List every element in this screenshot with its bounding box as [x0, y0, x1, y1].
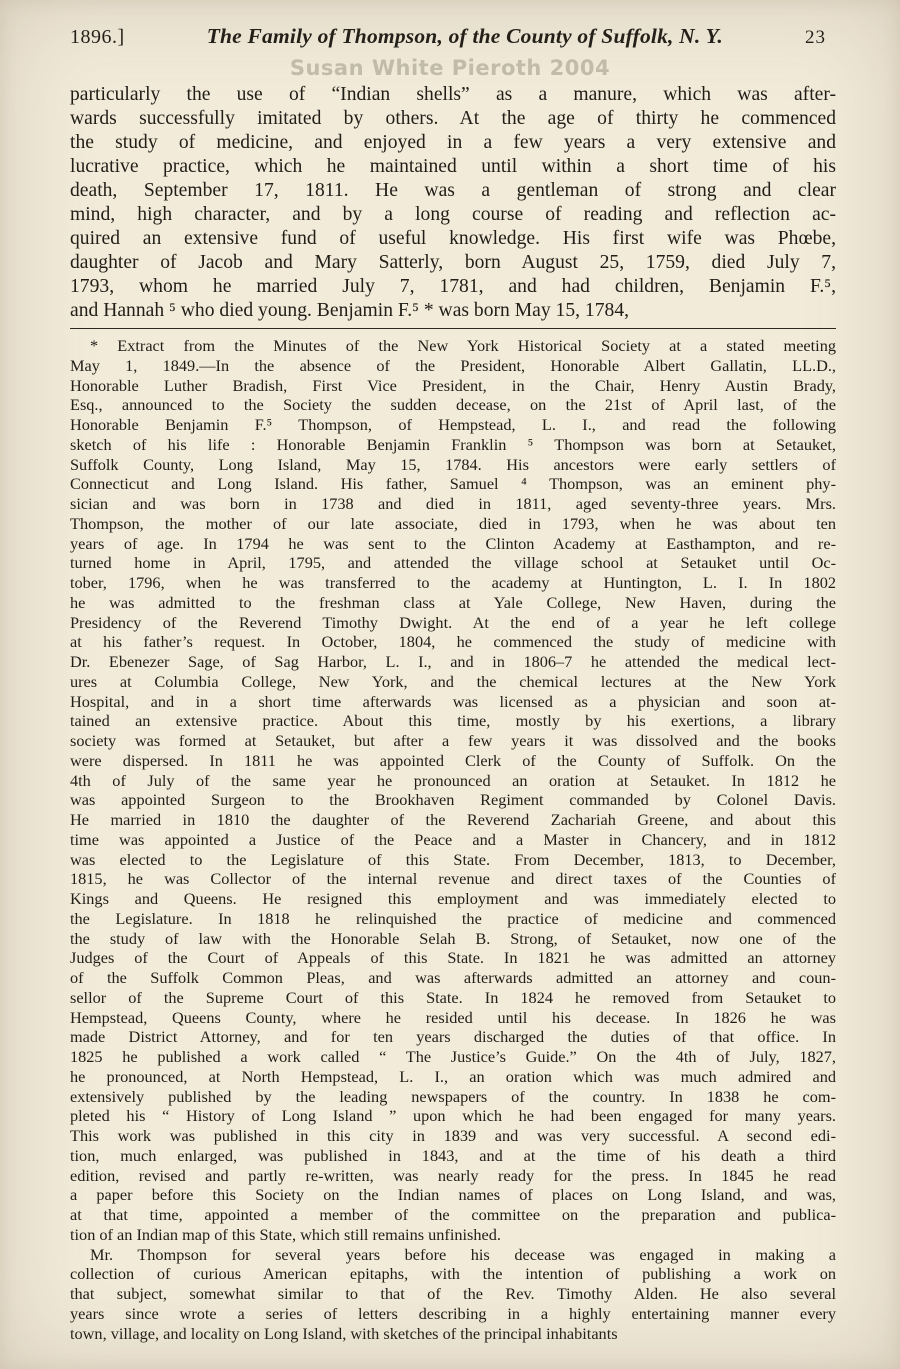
- text-line: Kings and Queens. He resigned this employment and was immediately elected to: [70, 889, 836, 908]
- page-content: [70, 24, 836, 1343]
- footnote-paragraph-2: [70, 1245, 836, 1344]
- text-line: tion of an Indian map of this State, which still remains unfinished.: [70, 1224, 501, 1244]
- text-line: sellor of the Supreme Court of this State. In 1824 he removed from Setauket to: [70, 987, 836, 1007]
- text-line: mind, high character, and by a long course of reading and reflection ac-: [70, 204, 836, 225]
- page-number: 23: [805, 27, 826, 48]
- footnote: [70, 336, 836, 1343]
- text-line: the study of medicine, and enjoyed in a few years a very extensive and: [70, 132, 836, 153]
- header-year-label: 1896.]: [70, 26, 125, 48]
- text-line: society was formed at Setauket, but after a few years it was dissolved and the books: [70, 731, 836, 750]
- text-line: particularly the use of “Indian shells” as a manure, which was after-: [70, 84, 836, 105]
- text-line: Thompson, the mother of our late associate, died in 1793, when he was about ten: [70, 513, 836, 533]
- text-line: Esq., announced to the Society the sudden decease, on the 21st of April last, of the: [70, 395, 836, 415]
- text-line: Mr. Thompson for several years before his decease was engaged in making a: [90, 1244, 836, 1264]
- text-line: daughter of Jacob and Mary Satterly, born August 25, 1759, died July 7,: [70, 252, 836, 273]
- text-line: the Legislature. In 1818 he relinquished the practice of medicine and commenced: [70, 908, 836, 928]
- text-line: 1825 he published a work called “ The Justice’s Guide.” On the 4th of July, 1827,: [70, 1047, 836, 1066]
- text-line: town, village, and locality on Long Island, with sketches of the principal inhabitants: [70, 1323, 618, 1343]
- text-line: tober, 1796, when he was transferred to the academy at Huntington, L. I. In 1802: [70, 573, 836, 592]
- text-line: sician and was born in 1738 and died in 1811, aged seventy-three years. Mrs.: [70, 494, 836, 513]
- text-line: of the Suffolk Common Pleas, and was afterwards admitted an attorney and coun-: [70, 968, 836, 987]
- text-line: tion, much enlarged, was published in 1843, and at the time of his death a third: [70, 1145, 836, 1165]
- text-line: 1793, whom he married July 7, 1781, and had children, Benjamin F.⁵,: [70, 276, 836, 297]
- text-line: Hospital, and in a short time afterwards was licensed as a physician and soon at-: [70, 691, 836, 711]
- text-line: made District Attorney, and for ten years discharged the duties of that office. In: [70, 1027, 836, 1047]
- text-line: lucrative practice, which he maintained until within a short time of his: [70, 156, 836, 177]
- text-line: he was admitted to the freshman class at Yale College, New Haven, during the: [70, 592, 836, 612]
- footnote-paragraph-1: [70, 336, 836, 1245]
- text-line: 4th of July of the same year he pronounced an oration at Setauket. In 1812 he: [70, 770, 836, 790]
- text-line: wards successfully imitated by others. At the age of thirty he commenced: [70, 108, 836, 129]
- text-line: turned home in April, 1795, and attended the village school at Setauket until Oc-: [70, 553, 836, 573]
- footnote-separator-line: [70, 328, 836, 329]
- main-text-paragraph: [70, 83, 836, 323]
- text-line: He married in 1810 the daughter of the Reverend Zachariah Greene, and about this: [70, 810, 836, 829]
- text-line: he pronounced, at North Hempstead, L. I., an oration which was much admired and: [70, 1066, 836, 1086]
- text-line: years since wrote a series of letters describing in a highly entertaining manner every: [70, 1303, 836, 1323]
- text-line: and Hannah ⁵ who died young. Benjamin F.⁵ * was born May 15, 1784,: [70, 300, 630, 321]
- text-line: that subject, somewhat similar to that of the Rev. Timothy Alden. He also several: [70, 1284, 836, 1303]
- watermark: Susan White Pieroth 2004: [289, 56, 611, 80]
- text-line: Dr. Ebenezer Sage, of Sag Harbor, L. I., and in 1806–7 he attended the medical lect-: [70, 652, 836, 671]
- running-title: The Family of Thompson, of the County of Suffolk, N. Y.: [206, 24, 723, 48]
- text-line: May 1, 1849.—In the absence of the President, Honorable Albert Gallatin, LL.D.,: [70, 355, 836, 375]
- text-line: Connecticut and Long Island. His father, Samuel ⁴ Thompson, was an eminent phy-: [70, 474, 836, 494]
- text-line: Suffolk County, Long Island, May 15, 1784. His ancestors were early settlers of: [70, 454, 836, 474]
- text-line: at his father’s request. In October, 1804, he commenced the study of medicine with: [70, 632, 836, 652]
- text-line: a paper before this Society on the Indian names of places on Long Island, and was,: [70, 1185, 836, 1205]
- text-line: death, September 17, 1811. He was a gentleman of strong and clear: [70, 180, 836, 201]
- text-line: extensively published by the leading newspapers of the country. In 1838 he com-: [70, 1086, 836, 1106]
- text-line: 1815, he was Collector of the internal revenue and direct taxes of the Counties of: [70, 869, 836, 889]
- text-line: time was appointed a Justice of the Peace and a Master in Chancery, and in 1812: [70, 829, 836, 849]
- text-line: years of age. In 1794 he was sent to the Clinton Academy at Easthampton, and re-: [70, 533, 836, 553]
- text-line: tained an extensive practice. About this time, mostly by his exertions, a library: [70, 711, 836, 731]
- text-line: quired an extensive fund of useful knowledge. His first wife was Phœbe,: [70, 228, 836, 249]
- text-line: This work was published in this city in 1839 and was very successful. A second edi-: [70, 1126, 836, 1145]
- text-line: ures at Columbia College, New York, and the chemical lectures at the New York: [70, 671, 836, 691]
- text-line: Judges of the Court of Appeals of this State. In 1821 he was admitted an attorney: [70, 948, 836, 968]
- text-line: sketch of his life : Honorable Benjamin Franklin ⁵ Thompson was born at Setauket,: [70, 434, 836, 454]
- text-line: * Extract from the Minutes of the New York Historical Society at a stated meeting: [90, 336, 836, 355]
- text-line: collection of curious American epitaphs, with the intention of publishing a work on: [70, 1264, 836, 1284]
- text-line: Hempstead, Queens County, where he resided until his decease. In 1826 he was: [70, 1007, 836, 1027]
- text-line: Honorable Benjamin F.⁵ Thompson, of Hempstead, L. I., and read the following: [70, 415, 836, 434]
- text-line: at that time, appointed a member of the committee on the preparation and publica-: [70, 1205, 836, 1224]
- text-line: was elected to the Legislature of this State. From December, 1813, to December,: [70, 849, 836, 869]
- text-line: Presidency of the Reverend Timothy Dwight. At the end of a year he left college: [70, 612, 836, 632]
- text-line: was appointed Surgeon to the Brookhaven Regiment commanded by Colonel Davis.: [70, 790, 836, 810]
- page-header: [70, 24, 836, 49]
- text-line: edition, revised and partly re-written, was nearly ready for the press. In 1845 he read: [70, 1165, 836, 1185]
- text-line: were dispersed. In 1811 he was appointed Clerk of the County of Suffolk. On the: [70, 750, 836, 770]
- text-line: Honorable Luther Bradish, First Vice President, in the Chair, Henry Austin Brady,: [70, 375, 836, 395]
- text-line: the study of law with the Honorable Selah B. Strong, of Setauket, now one of the: [70, 928, 836, 948]
- text-line: pleted his “ History of Long Island ” upon which he had been engaged for many years.: [70, 1106, 836, 1126]
